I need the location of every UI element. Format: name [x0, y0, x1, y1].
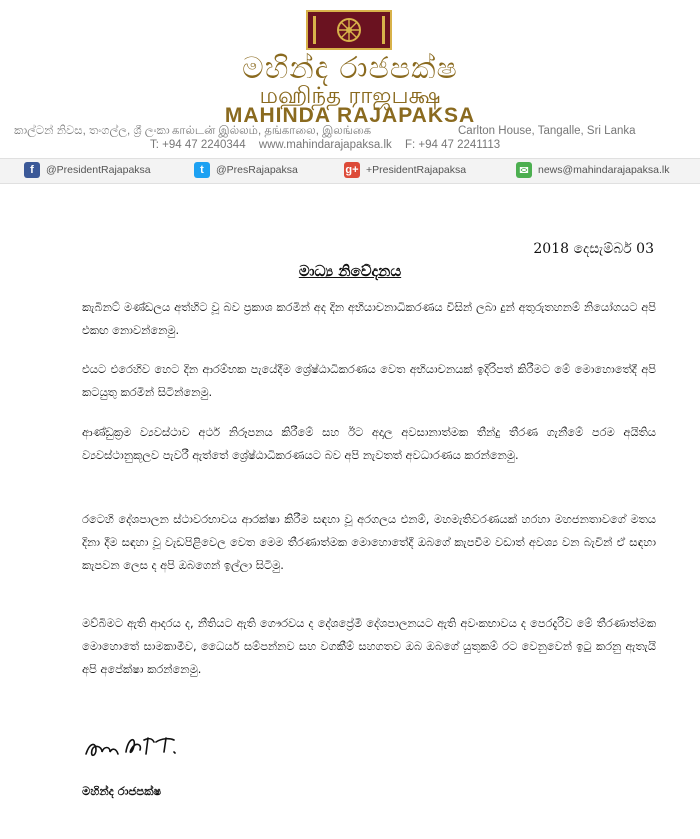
signer-name: මහින්ද රාජපක්ෂ [82, 784, 162, 798]
contact-line [150, 139, 510, 151]
twitter-icon: t [194, 162, 210, 178]
facebook-handle: @PresidentRajapaksa [46, 164, 151, 176]
logo-emblem [306, 10, 392, 50]
social-email[interactable] [516, 162, 669, 178]
paragraph-2: එයට එරෙහිව හෙට දින ආරම්භක පැයේදීම ශ්‍රේෂ්ඨාධිකරණය වෙත අභියාචනයක් ඉදිරිපත් කිරීමට මේ මොහොතේදී අපි කටයුතු කරමින් සිටින්නෙමු. [82, 362, 656, 399]
address-english: Carlton House, Tangalle, Sri Lanka [458, 125, 636, 137]
website-link[interactable]: www.mahindarajapaksa.lk [258, 139, 392, 151]
signature-image [82, 728, 192, 764]
paragraph-3: ආණ්ඩුක්‍රම ව්‍යවස්ථාව අර්ථ නිරූපනය කිරීමේ සහ ඊට අදාල අවසානාත්මක තීන්දු තීරණ ගැනීමේ පරම අයිතිය ව්‍යවස්ථානුකූලව පැවරී ඇත්තේ ශ්‍රේෂ්ඨාධිකරණයට බව අපි නැවතත් අවධාරණය කරන්නෙමු. [82, 425, 656, 462]
social-facebook[interactable] [24, 162, 151, 178]
google-plus-icon: g+ [345, 164, 359, 176]
paragraph-1: කැබිනට් මණ්ඩලය අත්හිට වූ බව ප්‍රකාශ කරමින් අද දින අභියාචනාධිකරණය විසින් ලබා දුන් අතුරුතහනම් නියෝගයට අපි එකඟ නොවන්නෙමු. [82, 300, 656, 337]
fax-number: F: +94 47 2241113 [404, 139, 501, 151]
twitter-handle: @PresRajapaksa [216, 164, 298, 176]
social-bar [0, 158, 700, 184]
address-sinhala: කාල්ටන් නිවස, තංගල්ල, ශ්‍රී ලංකා [14, 125, 170, 137]
letter-title-wrap [0, 261, 700, 280]
google-handle: +PresidentRajapaksa [366, 164, 467, 176]
email-icon: ✉ [516, 162, 532, 178]
brand-name-tamil: மஹிந்த ராஜபக்ஷ [259, 83, 441, 109]
phone-number: T: +94 47 2240344 [150, 139, 246, 151]
paragraph-5: මව්බිමට ඇති ආදරය ද, නීතියට ඇති ගෞරවය ද දේශප්‍රේමී දේශපාලනයට ඇති අවංකභාවය ද පෙරදැරිව මේ තීරණාත්මක මොහොතේ සාමකාමීව, ධෛර්ය සම්පන්නව සහ වගකීම් සහගතව ඔබ ඔබගේ යුතුකම් රට වෙනුවෙන් ඉටු කරනු ඇතැයි අපි අපේක්ෂා කරන්නෙමු. [82, 616, 656, 676]
social-google[interactable] [344, 162, 466, 178]
paragraph-4: රටෙහි දේශපාලන ස්ථාවරභාවය ආරක්ෂා කිරීම සඳහා වූ අරගලය එනම්, මහමැතිවරණයක් හරහා මහජනතාවගේ මතය දිනා දීම සඳහා වූ වැඩපිළිවෙල වෙත මෙම තීරණාත්මක මොහොතේදී ඔබගේ කැපවීම වඩාත් අවශ්‍ය වන බැවින් ඒ සඳහා කැපවන ලෙස ද අපි ඔබගෙන් ඉල්ලා සිටිමු. [82, 512, 656, 572]
social-twitter[interactable] [194, 162, 298, 178]
brand-name-english: MAHINDA RAJAPAKSA [224, 104, 476, 127]
address-tamil: கால்டன் இல்லம், தங்காலை, இலங்கை [172, 125, 372, 137]
brand-name-sinhala: මහින්ද රාජපක්ෂ [242, 51, 458, 86]
letter-title: මාධ්‍ය නිවේදනය [298, 262, 402, 280]
facebook-icon: f [24, 162, 40, 178]
letter-date: 2018 දෙසැම්බර් 03 [533, 241, 654, 257]
dharma-wheel-icon [335, 16, 363, 44]
email-address: news@mahindarajapaksa.lk [538, 164, 670, 176]
